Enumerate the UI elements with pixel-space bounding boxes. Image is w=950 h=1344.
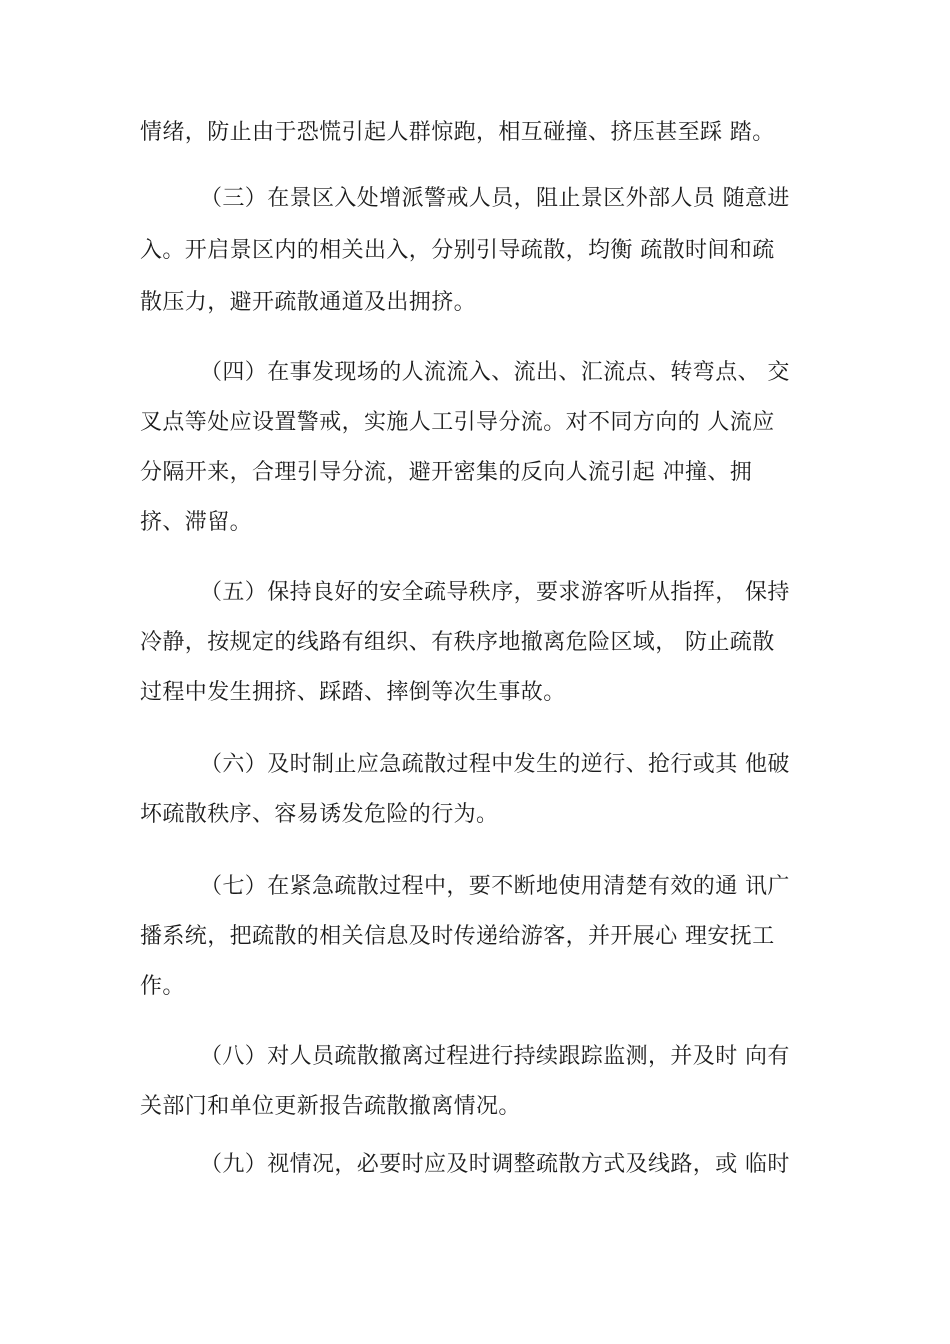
text-line: 散压力，避开疏散通道及出拥挤。 — [140, 290, 477, 315]
paragraph-4-line-1: （四）在事发现场的人流流入、流出、汇流点、转弯点、 交 — [200, 360, 790, 385]
text-line: 作。 — [140, 974, 185, 999]
paragraph-7-line-1: （七）在紧急疏散过程中，要不断地使用清楚有效的通 讯广 — [200, 874, 790, 899]
text-line: 冷静，按规定的线路有组织、有秩序地撤离危险区域， 防止疏散 — [140, 630, 775, 655]
text-line: 过程中发生拥挤、踩踏、摔倒等次生事故。 — [140, 680, 566, 705]
paragraph-3-line-1: （三）在景区入处增派警戒人员，阻止景区外部人员 随意进 — [200, 186, 790, 211]
paragraph-8-line-1: （八）对人员疏散撤离过程进行持续跟踪监测，并及时 向有 — [200, 1044, 790, 1069]
paragraph-5-line-1: （五）保持良好的安全疏导秩序，要求游客听从指挥， 保持 — [200, 580, 790, 605]
text-line: 叉点等处应设置警戒，实施人工引导分流。对不同方向的 人流应 — [140, 410, 775, 435]
text-line: 入。开启景区内的相关出入，分别引导疏散，均衡 疏散时间和疏 — [140, 238, 775, 263]
paragraph-6-line-1: （六）及时制止应急疏散过程中发生的逆行、抢行或其 他破 — [200, 752, 790, 777]
text-line: 挤、滞留。 — [140, 510, 253, 535]
paragraph-9-line-1: （九）视情况，必要时应及时调整疏散方式及线路，或 临时 — [200, 1152, 790, 1177]
text-line: 播系统，把疏散的相关信息及时传递给游客，并开展心 理安抚工 — [140, 924, 775, 949]
text-line: 关部门和单位更新报告疏散撤离情况。 — [140, 1094, 521, 1119]
text-line: 分隔开来，合理引导分流，避开密集的反向人流引起 冲撞、拥 — [140, 460, 753, 485]
text-line: 坏疏散秩序、容易诱发危险的行为。 — [140, 802, 499, 827]
text-line: 情绪，防止由于恐慌引起人群惊跑，相互碰撞、挤压甚至踩 踏。 — [140, 120, 775, 145]
